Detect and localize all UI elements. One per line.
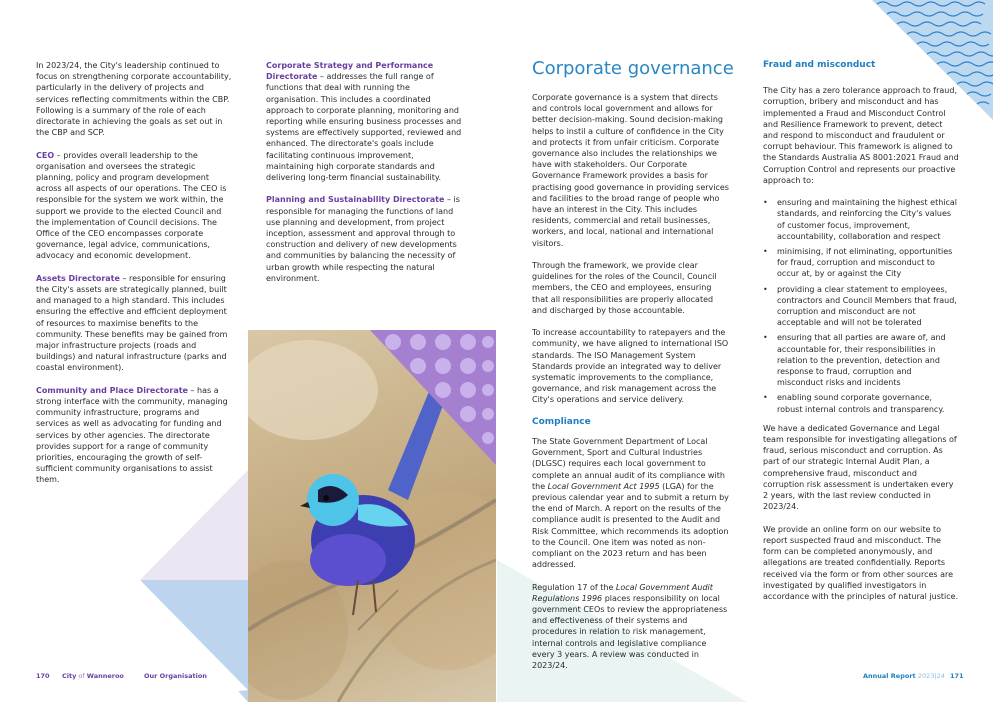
page-title: Corporate governance <box>532 58 734 79</box>
report-label: Annual Report <box>863 672 918 680</box>
act-name: Local Government Act 1995 <box>547 481 660 491</box>
list-item: • enabling sound corporate governance, robust internal controls and transparency. <box>763 392 959 414</box>
governance-paragraph-1: Corporate governance is a system that directs and controls local government and allows for better decision-making. Sound decision-making helps to instil a culture of confidence in the City and protects it from unfair criticism. Corporate governance also includes the relationships we have with stakeholders. Our Corporate Governance Framework provides a basis for practising good governance in providing services and facilities to the broad range of people who have an interest in the City. This includes residents, commercial and retail businesses, workers, and local, national and international visitors. <box>532 93 729 248</box>
corporate-paragraph <box>266 60 462 183</box>
online-form-paragraph: We provide an online form on our website to report suspected fraud and misconduct. The form can be completed anonymously, and allegations are treated confidentially. Reports received via the form or from other sources are investigated by qualified investigators in accordance with the principles of natural justice. <box>763 524 959 601</box>
regulation-text-a: Regulation 17 of the <box>532 582 616 592</box>
org-of: of <box>76 672 87 680</box>
regulation-text-b: places responsibility on local government CEOs to review the appropriateness and effectiveness of their systems and procedures in relation to risk management, internal controls and legislative compliance every 3 years. A review was conducted in 2023/24. <box>532 593 728 671</box>
governance-paragraph-3: To increase accountability to ratepayers and the community, we have aligned to international ISO standards. The ISO Management System Standards provide an integrated way to deliver systematic improvements to the compliance, governance, and risk management across the City's operations and service delivery. <box>532 328 729 405</box>
compliance-paragraph-2 <box>532 582 730 672</box>
assets-title: Assets Directorate <box>36 273 120 283</box>
org-wanneroo: Wanneroo <box>86 672 124 680</box>
right-page <box>497 0 993 702</box>
compliance-text-a: The State Government Department of Local Government, Sport and Cultural Industries (DLGSC) requires each local government to complete an annual audit of its compliance with the <box>532 437 725 491</box>
list-item: • ensuring that all parties are aware of, and accountable for, their responsibilities in relation to the prevention, detection and response to fraud, corruption and misconduct risks and incidents <box>763 332 959 388</box>
fraud-heading: Fraud and misconduct <box>763 60 876 70</box>
fraud-bullet-list <box>763 197 959 415</box>
intro-paragraph: In 2023/24, the City's leadership continued to focus on strengthening corporate accountability, particularly in the delivery of projects and services reflecting commitments within the CBP. Following is a summary of the role of each directorate in achieving the goals as set out in the CBP and SCP. <box>36 61 232 138</box>
governance-team-paragraph: We have a dedicated Governance and Legal team responsible for investigating allegations of fraud, serious misconduct and corruption. As part of our strategic Internal Audit Plan, a comprehensive fraud, misconduct and corruption risk assessment is undertaken every 2 years, with the last review conducted in 2023/24. <box>763 423 957 512</box>
ceo-paragraph <box>36 150 232 262</box>
corporate-title: Corporate Strategy and Performance Directorate <box>266 61 434 82</box>
compliance-heading: Compliance <box>532 416 591 427</box>
right-page-number: 171 <box>950 672 964 680</box>
list-item: • ensuring and maintaining the highest ethical standards, and reinforcing the City's values of customer focus, improvement, accountability, collaboration and respect <box>763 197 959 242</box>
planning-paragraph <box>266 194 462 284</box>
ceo-title: CEO <box>36 150 55 160</box>
report-year: 2023|24 <box>917 672 945 680</box>
annual-report-label <box>863 672 945 680</box>
org-city: City <box>62 672 77 680</box>
left-column-2 <box>266 60 462 295</box>
list-item: • minimising, if not eliminating, opportunities for fraud, corruption and misconduct to occur at, by or against the City <box>763 246 959 280</box>
assets-paragraph <box>36 273 232 374</box>
right-column-2 <box>763 60 959 613</box>
list-item: • providing a clear statement to employees, contractors and Council Members that fraud, corruption and misconduct are not acceptable and will not be tolerated <box>763 284 959 329</box>
compliance-paragraph-1 <box>532 436 730 570</box>
org-name <box>62 672 124 680</box>
planning-title: Planning and Sustainability Directorate <box>266 195 445 205</box>
left-page-number: 170 <box>36 672 50 680</box>
planning-text: – is responsible for managing the functions of land use planning and development, from project inception, assessment and approval through to construction and delivery of new developments and communities by balancing the necessity of urban growth while respecting the natural environment. <box>266 195 460 283</box>
regulation-name: Local Government Audit Regulations 1996 <box>532 582 713 603</box>
community-title: Community and Place Directorate <box>36 385 188 395</box>
left-page <box>0 0 496 702</box>
assets-text: – responsible for ensuring the City's assets are strategically planned, built and managed to a high standard. This includes ensuring the effective and efficient deployment of resources to maximise benefits to the community. These benefits may be gained from major infrastructure projects (roads and buildings) and natural infrastructure (parks and coastal environment). <box>36 273 228 373</box>
compliance-text-b: (LGA) for the previous calendar year and to submit a return by the end of March. A report on the results of the compliance audit is presented to the Audit and Risk Committee, which recommends its adoption to the Council. One item was noted as non-compliant on the 2023 return and has been addressed. <box>532 481 729 570</box>
ceo-text: – provides overall leadership to the organisation and oversees the strategic planning, policy and program development across all aspects of our operations. The CEO is responsible for the system we work within, the support we provide to the elected Council and the implementation of Council decisions. The Office of the CEO encompasses corporate governance, legal advice, communications, advocacy and economic development. <box>36 150 227 261</box>
governance-paragraph-2: Through the framework, we provide clear guidelines for the roles of the Council, Council members, the CEO and employees, ensuring that all responsibilities are properly allocated and discharged by those accountable. <box>532 261 717 315</box>
fraud-intro: The City has a zero tolerance approach to fraud, corruption, bribery and misconduct and has implemented a Fraud and Misconduct Control and Resilience Framework to prevent, detect and respond to misconduct and fraudulent or corrupt behaviour. This framework is aligned to the Standards Australia AS 8001:2021 Fraud and Corruption Control and represents our proactive approach to: <box>763 86 959 185</box>
purple-dot-pattern <box>248 330 496 702</box>
section-name: Our Organisation <box>144 672 207 680</box>
community-text: – has a strong interface with the community, managing community infrastructure, programs and services as well as advocating for funding and services by other agencies. The directorate provides support for a range of community priorities, encouraging the growth of self-sufficient community organisations to assist them. <box>36 385 228 485</box>
right-column-1 <box>532 92 730 682</box>
fairy-wren-photo <box>248 330 496 702</box>
corporate-text: – addresses the full range of functions that deal with running the organisation. This includes a coordinated approach to corporate planning, monitoring and reporting while ensuring business processes and systems are effectively supported, reviewed and enhanced. The directorate's goals include facilitating continuous improvement, maintaining high corporate standards and delivering long-term financial sustainability. <box>266 72 462 183</box>
community-paragraph <box>36 385 232 486</box>
left-column-1 <box>36 60 232 497</box>
